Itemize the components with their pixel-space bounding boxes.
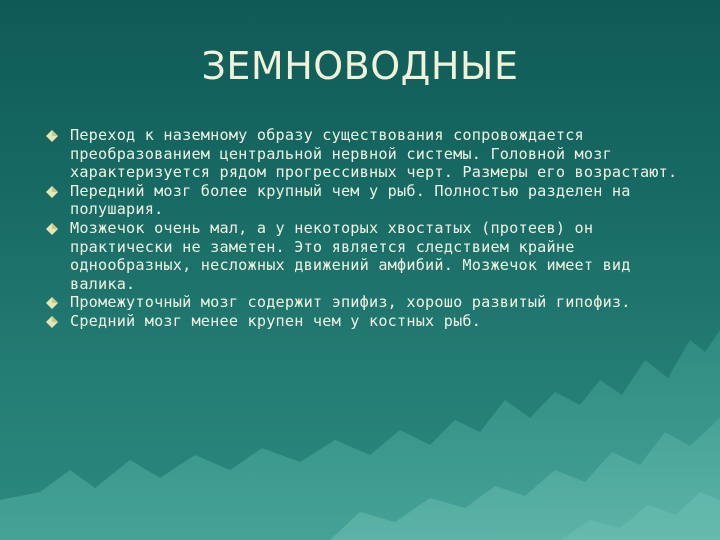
bullet-item	[46, 293, 696, 312]
bullet-item	[46, 312, 696, 331]
diamond-bullet-icon	[46, 297, 58, 309]
diamond-bullet-icon	[46, 223, 58, 235]
bullet-item	[46, 182, 696, 219]
bullet-item	[46, 126, 696, 182]
bullet-text: Промежуточный мозг содержит эпифиз, хорошо развитый гипофиз.	[70, 293, 631, 312]
slide-title: ЗЕМНОВОДНЫЕ	[201, 44, 519, 88]
diamond-bullet-icon	[46, 316, 58, 328]
bullet-item	[46, 219, 696, 293]
bullet-text: Переход к наземному образу существования сопровождается преобразованием центральной нервной системы. Головной мозг характеризуется рядом прогрессивных черт. Размеры его возрастают.	[70, 126, 678, 182]
bullet-text: Средний мозг менее крупен чем у костных рыб.	[70, 311, 482, 330]
diamond-bullet-icon	[46, 130, 58, 142]
bullet-list	[46, 126, 696, 331]
diamond-bullet-icon	[46, 186, 58, 198]
bullet-text: Мозжечок очень мал, а у некоторых хвостатых (протеев) он практически не заметен. Это является следствием крайне однообразных, несложных движений амфибий. Мозжечок имеет вид валика.	[70, 218, 631, 293]
bullet-text: Передний мозг более крупный чем у рыб. Полностью разделен на полушария.	[70, 181, 631, 219]
